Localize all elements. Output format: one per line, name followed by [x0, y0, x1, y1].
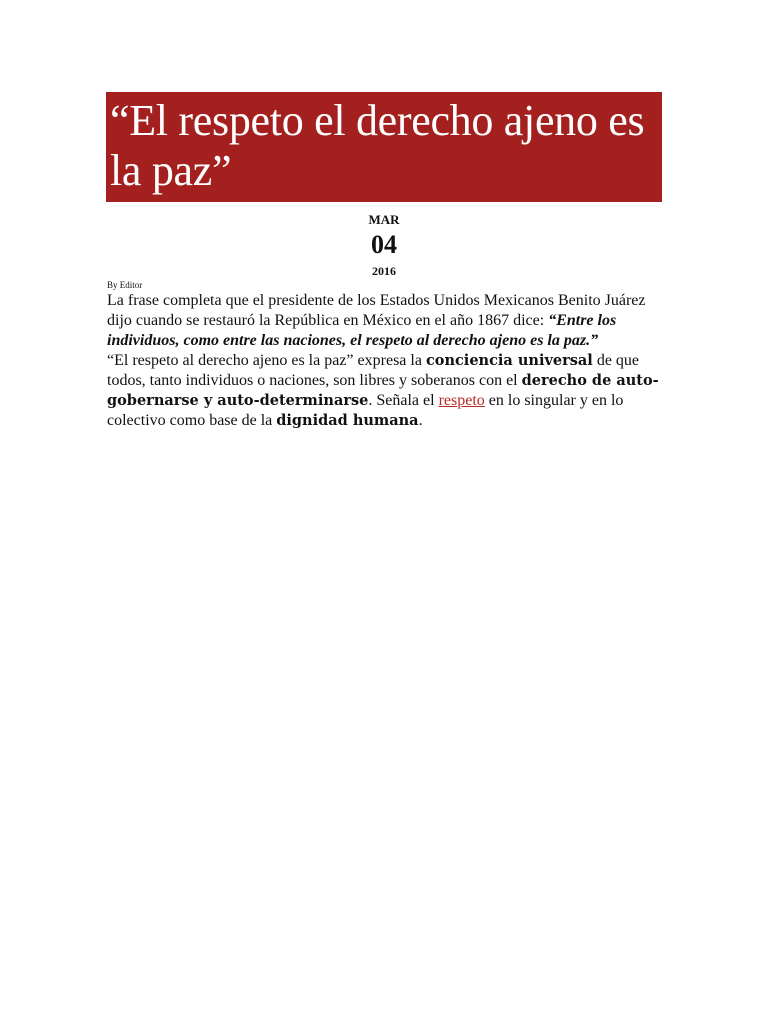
explanation-text-1: “El respeto al derecho ajeno es la paz” expresa la — [107, 352, 426, 369]
juarez-quote: “Entre los individuos, como entre las naciones, el respeto al derecho ajeno es la paz.” — [107, 312, 617, 349]
term-derecho-autogobernarse: derecho de auto-gobernarse y auto-determinarse — [107, 372, 659, 409]
term-conciencia-universal: conciencia universal — [425, 352, 593, 369]
date-month: MAR — [368, 212, 400, 227]
article-body — [107, 291, 667, 431]
date-year: 2016 — [372, 264, 396, 278]
date-block — [334, 212, 434, 279]
article-title: “El respeto el derecho ajeno es la paz” — [110, 96, 645, 195]
date-day: 04 — [371, 230, 397, 259]
explanation-text-2: de que todos, tanto individuos o naciones, son libres y soberanos con el — [107, 352, 640, 389]
paragraph-intro — [107, 291, 667, 351]
explanation-text-3: . Señala el — [368, 392, 439, 409]
title-banner — [106, 92, 662, 202]
paragraph-intro-text: La frase completa que el presidente de los Estados Unidos Mexicanos Benito Juárez dijo cuando se restauró la República en México en el año 1867 dice: — [107, 292, 646, 329]
explanation-text-5: . — [418, 412, 423, 429]
explanation-text-4: en lo singular y en lo colectivo como base de la — [107, 392, 624, 429]
paragraph-explanation — [107, 351, 667, 431]
byline: By Editor — [107, 280, 143, 290]
respeto-link[interactable]: respeto — [438, 392, 485, 409]
term-dignidad-humana: dignidad humana — [276, 412, 419, 429]
